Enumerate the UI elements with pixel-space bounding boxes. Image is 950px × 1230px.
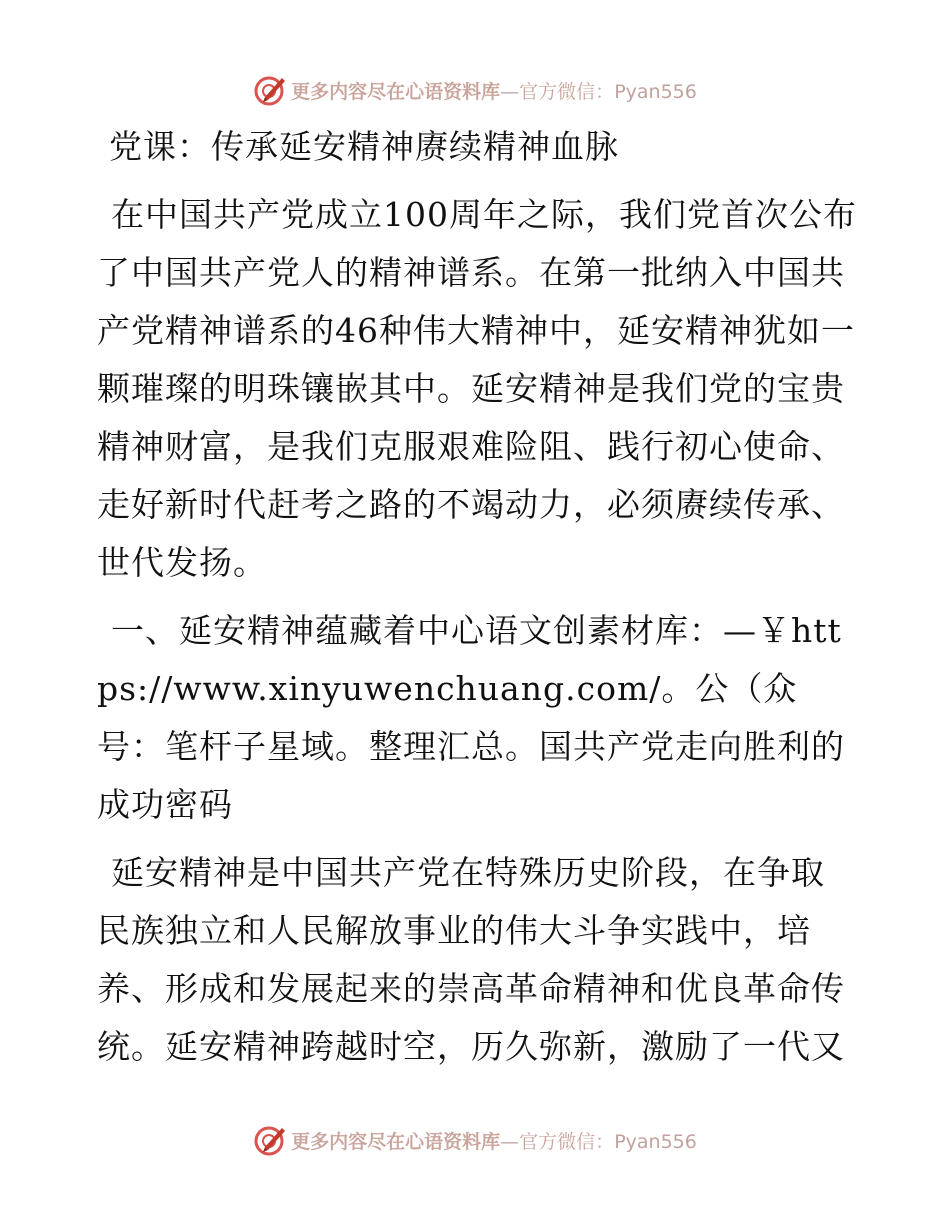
watermark-separator: —: [500, 80, 520, 103]
watermark-main: 更多内容尽在心语资料库: [291, 1130, 501, 1153]
document-body: [97, 122, 857, 1086]
watermark-wechat-label: 官方微信：: [519, 1130, 615, 1153]
pen-logo-icon: [253, 73, 287, 107]
watermark-main: 更多内容尽在心语资料库: [291, 80, 501, 103]
watermark-separator: —: [500, 1130, 520, 1153]
watermark-wechat-id: Pyan556: [614, 1130, 697, 1153]
footer-watermark-banner: [0, 1120, 950, 1160]
header-watermark-banner: [0, 70, 950, 110]
paragraph-intro: 在中国共产党成立100周年之际，我们党首次公布了中国共产党人的精神谱系。在第一批纳入中国共产党精神谱系的46种伟大精神中，延安精神犹如一颗璀璨的明珠镶嵌其中。延安精神是我们党的宝贵精神财富，是我们克服艰难险阻、践行初心使命、走好新时代赶考之路的不竭动力，必须赓续传承、世代发扬。: [97, 195, 857, 582]
watermark-text: [291, 77, 697, 104]
watermark-text: [291, 1127, 697, 1154]
paragraph-section-heading: 一、延安精神蕴藏着中心语文创素材库：—￥https://www.xinyuwenchuang.com/。公（众号：笔杆子星域。整理汇总。国共产党走向胜利的成功密码: [97, 611, 845, 824]
watermark-wechat-label: 官方微信：: [519, 80, 615, 103]
pen-logo-icon: [253, 1123, 287, 1157]
document-title: 党课：传承延安精神赓续精神血脉: [109, 127, 619, 166]
watermark-wechat-id: Pyan556: [614, 80, 697, 103]
paragraph-yanan-spirit: 延安精神是中国共产党在特殊历史阶段，在争取民族独立和人民解放事业的伟大斗争实践中，培养、形成和发展起来的崇高革命精神和优良革命传统。延安精神跨越时空，历久弥新，激励了一代又: [97, 853, 845, 1066]
